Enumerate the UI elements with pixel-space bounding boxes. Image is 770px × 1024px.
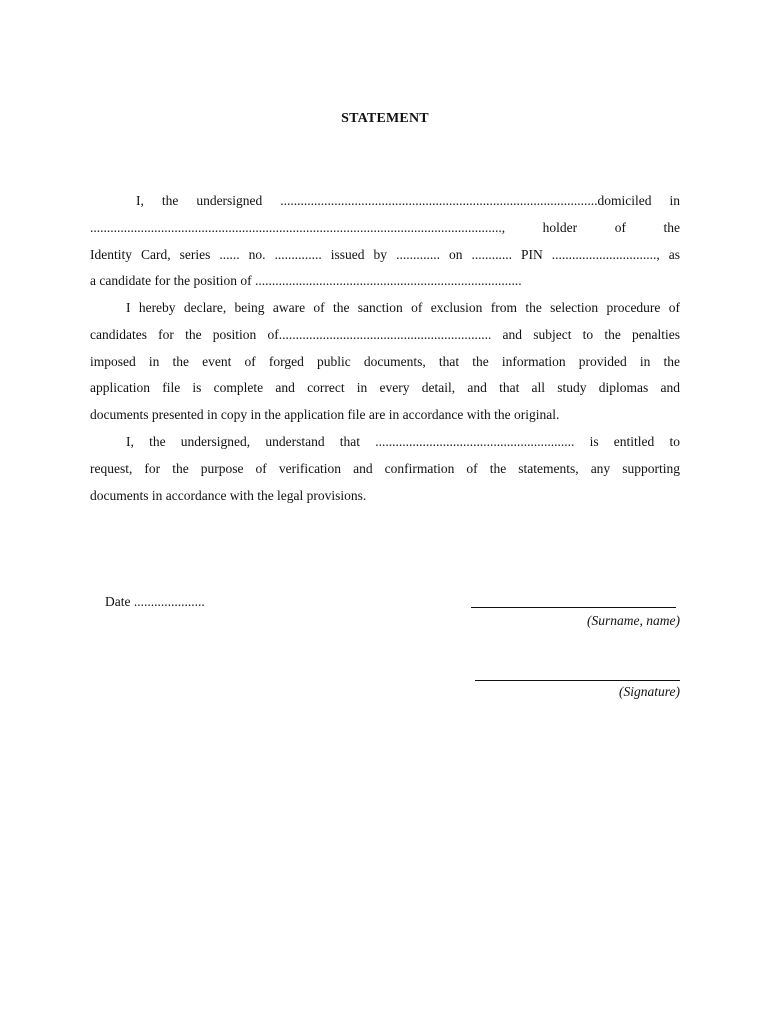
paragraph-2-line-4: application file is complete and correct in every detail, and that all study diplomas and bbox=[90, 380, 680, 395]
paragraph-1-line-2: .........................................................................................................................., holder of the bbox=[90, 220, 680, 235]
date-field: Date ..................... bbox=[105, 594, 205, 609]
paragraph-3-line-1: I, the undersigned, understand that ........................................................... is entitled to bbox=[126, 434, 680, 449]
paragraph-2-line-3: imposed in the event of forged public documents, that the information provided in the bbox=[90, 354, 680, 369]
paragraph-2-line-5: documents presented in copy in the application file are in accordance with the original. bbox=[90, 407, 560, 422]
surname-name-caption: (Surname, name) bbox=[587, 613, 680, 628]
signature-line bbox=[475, 680, 680, 681]
paragraph-2-line-2: candidates for the position of............................................................... and subject to the penalties bbox=[90, 327, 680, 342]
paragraph-1-line-4: a candidate for the position of ............................................................................... bbox=[90, 273, 522, 288]
paragraph-2-line-1: I hereby declare, being aware of the sanction of exclusion from the selection procedure of bbox=[126, 300, 680, 315]
paragraph-3-line-2: request, for the purpose of verification and confirmation of the statements, any supporting bbox=[90, 461, 680, 476]
paragraph-1-line-3: Identity Card, series ...... no. .............. issued by ............. on ............ PIN ..............................., as bbox=[90, 247, 680, 262]
surname-name-line bbox=[471, 607, 676, 608]
paragraph-1-line-1: I, the undersigned ..............................................................................................domiciled in bbox=[136, 193, 680, 208]
document-title: STATEMENT bbox=[341, 111, 429, 126]
signature-caption: (Signature) bbox=[619, 684, 680, 699]
paragraph-3-line-3: documents in accordance with the legal provisions. bbox=[90, 488, 367, 503]
